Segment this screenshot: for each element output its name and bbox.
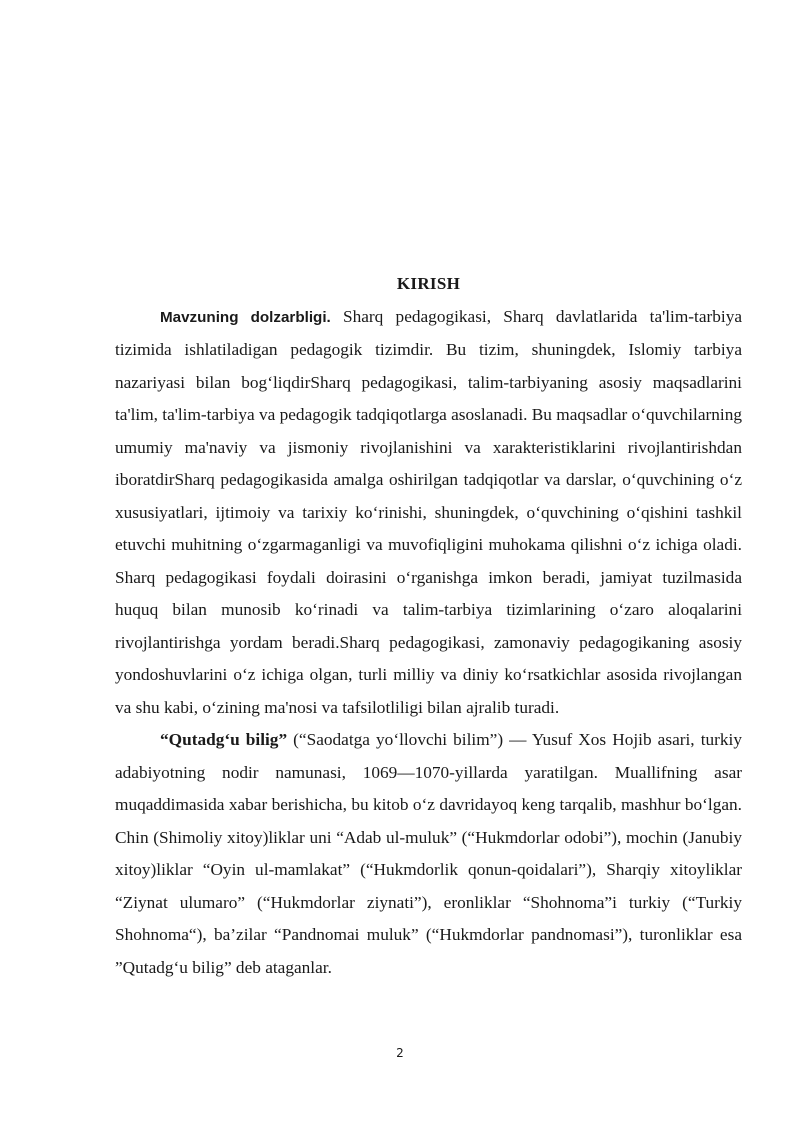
document-body bbox=[115, 268, 742, 984]
paragraph-qutadgu-bilig bbox=[115, 724, 742, 984]
page-number: 2 bbox=[396, 1046, 404, 1060]
paragraph-lead-qutadgu-bilig: “Qutadg‘u bilig” bbox=[160, 730, 288, 749]
section-heading: KIRISH bbox=[396, 274, 461, 293]
paragraph-lead-relevance: Mavzuning dolzarbligi. bbox=[160, 308, 331, 326]
paragraph-text-qutadgu-bilig: (“Saodatga yo‘llovchi bilim”) — Yusuf Xos Hojib asari, turkiy adabiyotning nodir namunasi, 1069—1070-yillarda yaratilgan. Muallifning asar muqaddimasida xabar berishicha, bu kitob o‘z davridayoq keng tarqalib, mashhur bo‘lgan. Chin (Shimoliy xitoy)liklar uni “Adab ul-muluk” (“Hukmdorlar odobi”), mochin (Janubiy xitoy)liklar “Oyin ul-mamlakat” (“Hukmdorlik qonun-qoidalari”), Sharqiy xitoyliklar “Ziynat ulumaro” (“Hukmdorlar ziynati”), eronliklar “Shohnoma”i turkiy (“Turkiy Shohnoma“), ba’zilar “Pandnomai muluk” (“Hukmdorlar pandnomasi”), turonliklar esa ”Qutadg‘u bilig” deb ataganlar. bbox=[115, 730, 742, 977]
paragraph-relevance bbox=[115, 301, 742, 725]
paragraph-text-relevance: Sharq pedagogikasi, Sharq davlatlarida ta'lim-tarbiya tizimida ishlatiladigan pedagogik tizimdir. Bu tizim, shuningdek, Islomiy tarbiya nazariyasi bilan bog‘liqdirSharq pedagogikasi, talim-tarbiyaning asosiy maqsadlarini ta'lim, ta'lim-tarbiya va pedagogik tadqiqotlarga asoslanadi. Bu maqsadlar o‘quvchilarning umumiy ma'naviy va jismoniy rivojlanishini va xarakteristiklarini rivojlantirishdan iboratdirSharq pedagogikasida amalga oshirilgan tadqiqotlar va darslar, o‘quvchining o‘z xususiyatlari, ijtimoiy va tarixiy ko‘rinishi, shuningdek, o‘quvchining o‘qishini tashkil etuvchi muhitning o‘zgarmaganligi va muvofiqligini muhokama qilishni o‘z ichiga oladi. Sharq pedagogikasi foydali doirasini o‘rganishga imkon beradi, jamiyat tuzilmasida huquq bilan munosib ko‘rinadi va talim-tarbiya tizimlarining o‘zaro aloqalarini rivojlantirishga yordam beradi.Sharq pedagogikasi, zamonaviy pedagogikaning asosiy yondoshuvlarini o‘z ichiga olgan, turli milliy va diniy ko‘rsatkichlar asosida rivojlangan va shu kabi, o‘zining ma'nosi va tafsilotliligi bilan ajralib turadi. bbox=[115, 306, 743, 717]
